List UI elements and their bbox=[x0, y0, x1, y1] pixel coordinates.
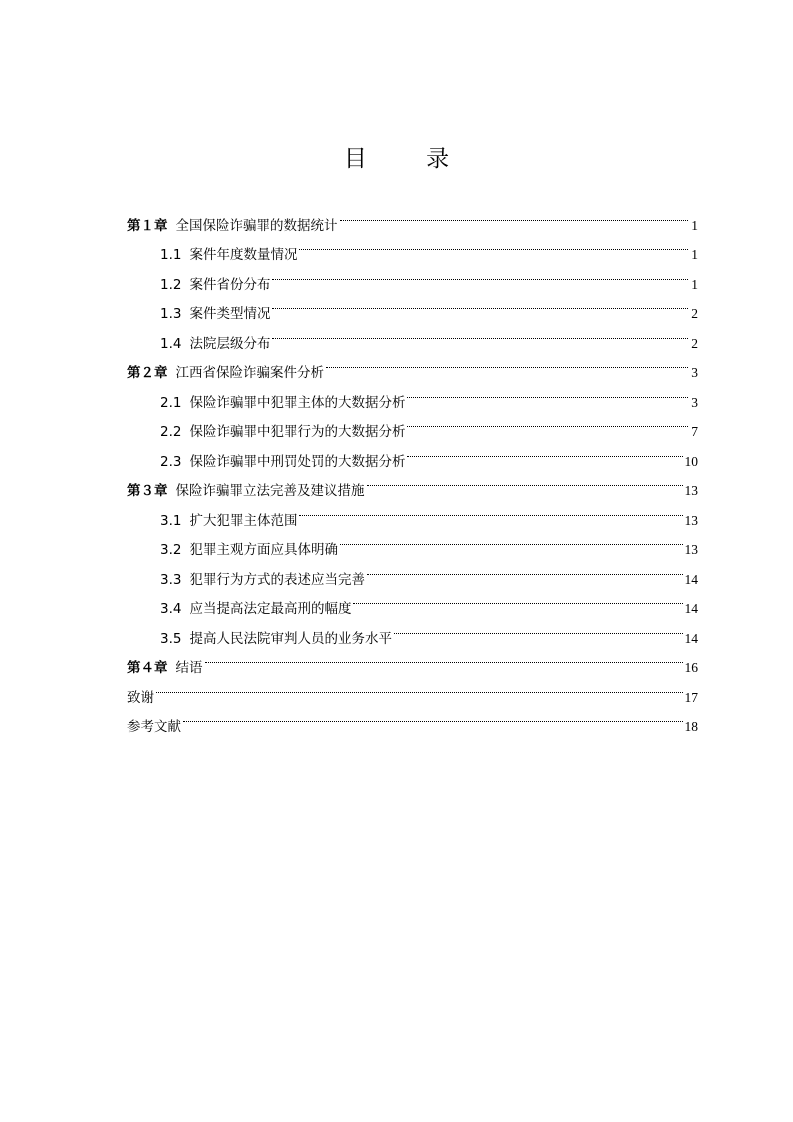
entry-number: 3.3 bbox=[160, 571, 182, 588]
entry-title: 案件类型情况 bbox=[189, 306, 271, 322]
page-number: 1 bbox=[691, 217, 698, 233]
entry-number: 第２章 bbox=[127, 365, 168, 381]
entry-title: 保险诈骗罪中犯罪主体的大数据分析 bbox=[189, 394, 406, 411]
page-number: 1 bbox=[691, 276, 698, 292]
toc-entry-chapter-1[interactable] bbox=[127, 200, 698, 234]
entry-title: 犯罪行为方式的表述应当完善 bbox=[189, 571, 365, 588]
entry-title: 案件年度数量情况 bbox=[189, 247, 298, 263]
entry-title: 江西省保险诈骗案件分析 bbox=[175, 365, 324, 381]
entry-title: 保险诈骗罪立法完善及建议措施 bbox=[175, 483, 365, 499]
page-number: 13 bbox=[684, 542, 698, 557]
page-number: 3 bbox=[691, 394, 698, 410]
page-number: 13 bbox=[684, 512, 698, 528]
dot-leader bbox=[299, 230, 688, 260]
entry-title: 提高人民法院审判人员的业务水平 bbox=[189, 630, 392, 647]
entry-title: 结语 bbox=[175, 660, 203, 676]
entry-title: 应当提高法定最高刑的幅度 bbox=[189, 601, 352, 617]
entry-title: 法院层级分布 bbox=[189, 335, 271, 352]
page-number: 14 bbox=[684, 571, 698, 587]
entry-title: 案件省份分布 bbox=[189, 276, 271, 293]
dot-leader bbox=[326, 348, 688, 378]
dot-leader bbox=[183, 702, 683, 732]
entry-number: 3.5 bbox=[160, 630, 182, 647]
entry-number: 1.2 bbox=[160, 276, 182, 293]
table-of-contents bbox=[127, 200, 698, 735]
dot-leader bbox=[407, 436, 682, 466]
dot-leader bbox=[353, 584, 682, 614]
entry-number: 第４章 bbox=[127, 660, 168, 676]
page-number: 3 bbox=[691, 365, 698, 380]
dot-leader bbox=[407, 407, 688, 437]
entry-title: 保险诈骗罪中刑罚处罚的大数据分析 bbox=[189, 453, 406, 470]
entry-number: 2.2 bbox=[160, 424, 182, 440]
page-number: 2 bbox=[691, 335, 698, 351]
dot-leader bbox=[394, 613, 683, 643]
entry-title: 犯罪主观方面应具体明确 bbox=[189, 542, 338, 558]
page-number: 10 bbox=[684, 453, 698, 469]
page-number: 1 bbox=[691, 247, 698, 262]
dot-leader bbox=[407, 377, 688, 407]
entry-title: 参考文献 bbox=[127, 719, 181, 735]
dot-leader bbox=[205, 643, 683, 673]
page-number: 14 bbox=[684, 630, 698, 646]
page-number: 17 bbox=[684, 689, 698, 705]
page-number: 13 bbox=[684, 483, 698, 498]
dot-leader bbox=[340, 525, 683, 555]
entry-title: 扩大犯罪主体范围 bbox=[189, 512, 298, 529]
dot-leader bbox=[272, 289, 688, 319]
entry-number: 第１章 bbox=[127, 217, 168, 234]
page-number: 16 bbox=[684, 660, 698, 675]
entry-number: 第３章 bbox=[127, 483, 168, 499]
toc-entry-chapter-4[interactable] bbox=[127, 643, 698, 676]
entry-title: 致谢 bbox=[127, 689, 154, 706]
page-title: 目 录 bbox=[343, 146, 476, 172]
toc-entry-acknowledgements[interactable] bbox=[127, 672, 698, 706]
page-number: 18 bbox=[684, 719, 698, 734]
dot-leader bbox=[367, 466, 683, 496]
entry-number: 1.1 bbox=[160, 247, 182, 263]
entry-number: 3.2 bbox=[160, 542, 182, 558]
toc-entry-references[interactable] bbox=[127, 702, 698, 735]
entry-number: 3.4 bbox=[160, 601, 182, 617]
dot-leader bbox=[272, 318, 688, 348]
entry-number: 1.4 bbox=[160, 335, 182, 352]
page-number: 7 bbox=[691, 424, 698, 439]
entry-number: 2.3 bbox=[160, 453, 182, 470]
entry-number: 1.3 bbox=[160, 306, 182, 322]
dot-leader bbox=[299, 495, 682, 525]
entry-number: 2.1 bbox=[160, 394, 182, 411]
entry-title: 全国保险诈骗罪的数据统计 bbox=[175, 217, 338, 234]
page-number: 2 bbox=[691, 306, 698, 321]
entry-number: 3.1 bbox=[160, 512, 182, 529]
dot-leader bbox=[367, 554, 683, 584]
dot-leader bbox=[340, 200, 689, 230]
dot-leader bbox=[156, 672, 683, 702]
entry-title: 保险诈骗罪中犯罪行为的大数据分析 bbox=[189, 424, 406, 440]
dot-leader bbox=[272, 259, 688, 289]
page-number: 14 bbox=[684, 601, 698, 616]
